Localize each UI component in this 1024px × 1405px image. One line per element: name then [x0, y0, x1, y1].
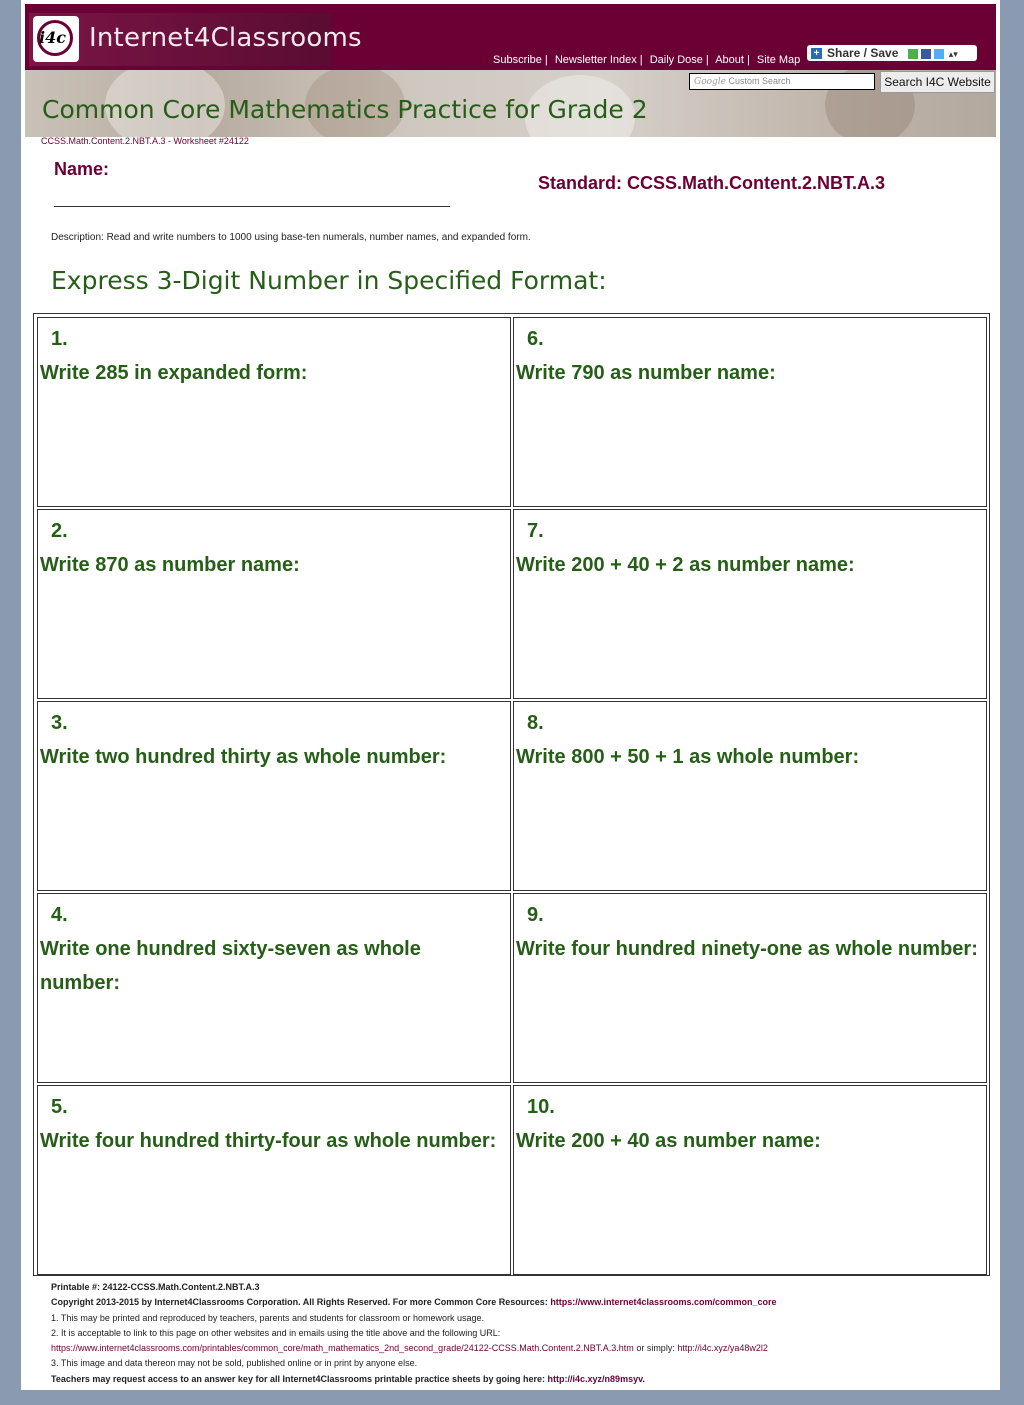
name-label: Name:: [54, 159, 110, 179]
google-brand: Google: [694, 77, 726, 87]
nav-site-map[interactable]: Site Map: [756, 54, 801, 66]
answer-key-text: Teachers may request access to an answer key for all Internet4Classrooms printable practice sheets by going here:: [51, 1373, 546, 1384]
footer-note-1: 1. This may be printed and reproduced by teachers, parents and students for classroom or homework usage.: [51, 1312, 485, 1323]
question-cell: [37, 1085, 511, 1275]
copyright: [51, 1295, 991, 1310]
question-number: 7.: [527, 520, 544, 542]
name-underline: [54, 206, 450, 207]
share-email-icon[interactable]: [908, 49, 918, 59]
chevron-updown-icon[interactable]: ▴▾: [948, 49, 958, 59]
page-banner: [25, 70, 996, 137]
question-cell: [37, 317, 511, 507]
question-number: 5.: [51, 1096, 68, 1118]
standard-label: Standard: CCSS.Math.Content.2.NBT.A.3: [538, 173, 886, 193]
search-input[interactable]: [689, 73, 875, 90]
share-plus-icon: +: [811, 48, 822, 59]
copyright-text: Copyright 2013-2015 by Internet4Classrooms Corporation. All Rights Reserved. For more Common Core Resources:: [51, 1297, 548, 1308]
footer-note-2: 2. It is acceptable to link to this page on other websites and in emails using the title above and the following URL:: [51, 1327, 501, 1338]
question-cell: [37, 893, 511, 1083]
question-number: 3.: [51, 712, 68, 734]
worksheet-page: [21, 0, 1000, 1390]
question-text: Write 790 as number name:: [516, 362, 776, 384]
facebook-icon[interactable]: [921, 49, 931, 59]
question-text: Write 200 + 40 + 2 as number name:: [516, 554, 855, 576]
search-placeholder: Custom Search: [728, 76, 791, 86]
question-number: 1.: [51, 328, 68, 350]
nav-newsletter-index[interactable]: Newsletter Index: [554, 54, 637, 66]
question-text: Write 200 + 40 as number name:: [516, 1130, 821, 1152]
logo-icon: [33, 16, 79, 62]
question-cell: [513, 701, 987, 891]
page-title: Common Core Mathematics Practice for Grade 2: [42, 95, 648, 124]
worksheet-id: CCSS.Math.Content.2.NBT.A.3 - Worksheet #24122: [41, 136, 249, 146]
question-text: Write four hundred thirty-four as whole number:: [40, 1130, 497, 1152]
answer-key-link[interactable]: http://i4c.xyz/n89msyv.: [547, 1373, 645, 1384]
site-logo[interactable]: [29, 13, 362, 66]
question-cell: [513, 317, 987, 507]
answer-key-note: [51, 1372, 991, 1387]
search-button[interactable]: Search I4C Website: [880, 71, 995, 93]
question-number: 10.: [527, 1096, 555, 1118]
question-number: 2.: [51, 520, 68, 542]
logo-text: Internet4Classrooms: [89, 23, 362, 53]
question-text: Write four hundred ninety-one as whole number:: [516, 938, 978, 960]
nav-subscribe[interactable]: Subscribe: [493, 54, 542, 66]
worksheet-url-link[interactable]: https://www.internet4classrooms.com/printables/common_core/math_mathematics_2nd_second_grade/24122-CCSS.Math.Content.2.NBT.A.3.htm: [51, 1343, 634, 1354]
url-or-text: or simply:: [636, 1343, 675, 1354]
question-number: 6.: [527, 328, 544, 350]
logo-mark-text: i4c: [39, 28, 66, 47]
share-label: Share / Save: [827, 46, 899, 60]
question-cell: [37, 701, 511, 891]
common-core-link[interactable]: https://www.internet4classrooms.com/common_core: [550, 1297, 777, 1308]
share-save-button[interactable]: [807, 45, 977, 61]
twitter-icon[interactable]: [934, 49, 944, 59]
footer: [51, 1280, 991, 1387]
question-cell: [513, 509, 987, 699]
short-url-link[interactable]: http://i4c.xyz/ya48w2l2: [677, 1343, 768, 1354]
question-text: Write two hundred thirty as whole number:: [40, 746, 447, 768]
nav-daily-dose[interactable]: Daily Dose: [649, 54, 703, 66]
question-cell: [37, 509, 511, 699]
question-text: Write 870 as number name:: [40, 554, 300, 576]
question-number: 4.: [51, 904, 68, 926]
question-text: Write one hundred sixty-seven as whole number:: [40, 938, 421, 994]
nav-about[interactable]: About: [715, 54, 744, 66]
footer-urls: [51, 1341, 991, 1356]
question-number: 8.: [527, 712, 544, 734]
question-number: 9.: [527, 904, 544, 926]
section-title: Express 3-Digit Number in Specified Format:: [51, 266, 607, 295]
question-cell: [513, 893, 987, 1083]
footer-note-3: 3. This image and data thereon may not be sold, published online or in print by anyone else.: [51, 1358, 418, 1369]
question-grid: [33, 313, 990, 1276]
description: Description: Read and write numbers to 1000 using base-ten numerals, number names, and expanded form.: [51, 232, 531, 243]
top-navigation: Subscribe | Newsletter Index | Daily Dose | About | Site Map: [493, 54, 801, 66]
question-text: Write 285 in expanded form:: [40, 362, 308, 384]
question-cell: [513, 1085, 987, 1275]
site-header: [25, 4, 996, 70]
question-text: Write 800 + 50 + 1 as whole number:: [516, 746, 860, 768]
printable-number: Printable #: 24122-CCSS.Math.Content.2.NBT.A.3: [51, 1282, 260, 1292]
